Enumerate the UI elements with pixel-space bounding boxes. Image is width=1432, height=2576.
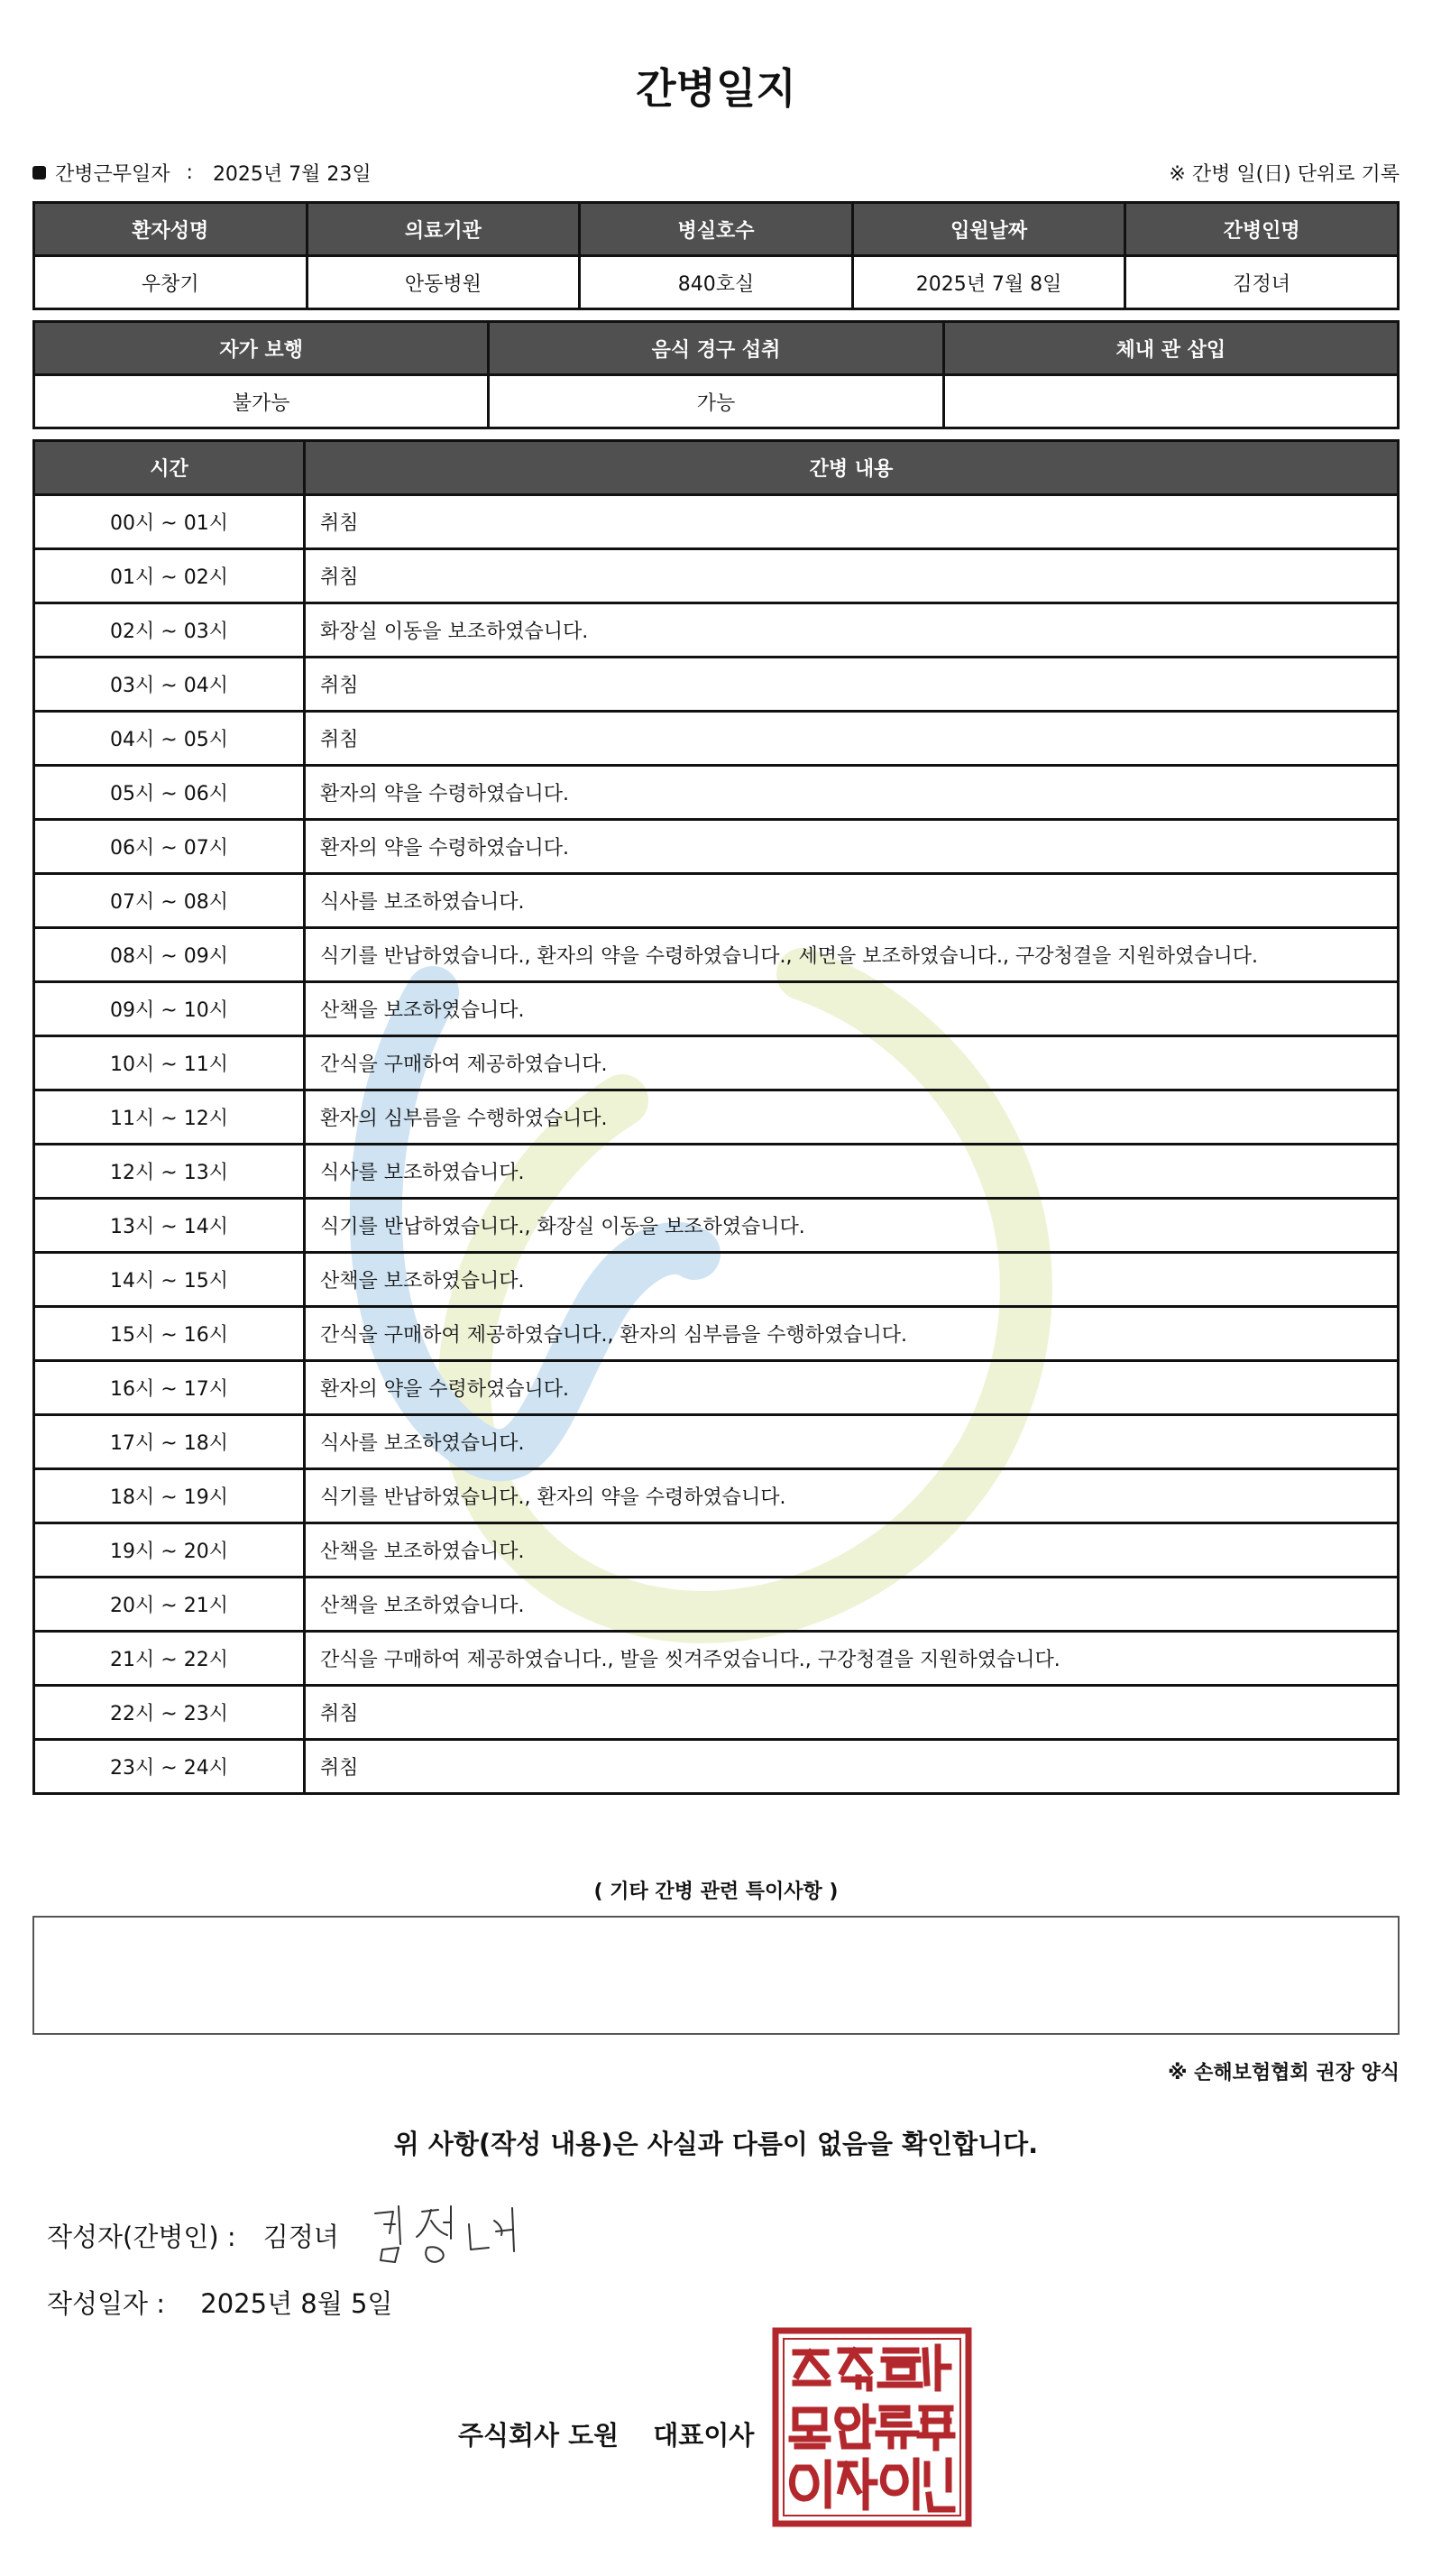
care-log-row xyxy=(34,1469,1399,1523)
log-time: 16시 ~ 17시 xyxy=(34,1361,305,1415)
patient-info-value-row xyxy=(34,256,1399,309)
document-title: 간병일지 xyxy=(636,64,796,113)
log-content: 환자의 심부름을 수행하였습니다. xyxy=(305,1090,1399,1145)
care-log-row xyxy=(34,1145,1399,1199)
log-time: 09시 ~ 10시 xyxy=(34,982,305,1036)
care-log-row xyxy=(34,766,1399,820)
care-log-row xyxy=(34,982,1399,1036)
header-self-walking: 자가 보행 xyxy=(34,322,489,375)
log-content: 산책을 보조하였습니다. xyxy=(305,1253,1399,1307)
log-time: 01시 ~ 02시 xyxy=(34,549,305,603)
header-time: 시간 xyxy=(34,441,305,495)
header-admission-date: 입원날짜 xyxy=(852,203,1125,256)
log-content: 식사를 보조하였습니다. xyxy=(305,1415,1399,1469)
header-hospital: 의료기관 xyxy=(307,203,580,256)
care-log-row xyxy=(34,1307,1399,1361)
log-time: 10시 ~ 11시 xyxy=(34,1036,305,1090)
log-content: 환자의 약을 수령하였습니다. xyxy=(305,766,1399,820)
care-log-row xyxy=(34,549,1399,603)
handwritten-signature xyxy=(368,2197,530,2269)
patient-status-header-row xyxy=(34,322,1399,375)
confirmation-statement: 위 사항(작성 내용)은 사실과 다름이 없음을 확인합니다. xyxy=(393,2129,1039,2159)
log-time: 03시 ~ 04시 xyxy=(34,658,305,712)
care-log-row xyxy=(34,874,1399,928)
log-content: 식사를 보조하였습니다. xyxy=(305,874,1399,928)
special-notes-label: ( 기타 간병 관련 특이사항 ) xyxy=(593,1881,839,1903)
log-time: 12시 ~ 13시 xyxy=(34,1145,305,1199)
self-walking-value: 불가능 xyxy=(34,375,489,428)
source-note: ※ 손해보험협회 권장 양식 xyxy=(1168,2062,1400,2084)
log-content: 간식을 구매하여 제공하였습니다., 환자의 심부름을 수행하였습니다. xyxy=(305,1307,1399,1361)
written-date-value: 2025년 8월 5일 xyxy=(200,2288,393,2319)
patient-status-value-row xyxy=(34,375,1399,428)
header-tube-insertion: 체내 관 삽입 xyxy=(943,322,1398,375)
log-content: 간식을 구매하여 제공하였습니다. xyxy=(305,1036,1399,1090)
hospital-name: 안동병원 xyxy=(307,256,580,309)
work-date-colon: : xyxy=(186,161,193,184)
care-log-row xyxy=(34,712,1399,766)
log-content: 산책을 보조하였습니다. xyxy=(305,1578,1399,1632)
log-content: 취침 xyxy=(305,1740,1399,1794)
patient-info-table xyxy=(32,201,1400,310)
care-log-row xyxy=(34,1686,1399,1740)
log-content: 산책을 보조하였습니다. xyxy=(305,1523,1399,1578)
log-time: 19시 ~ 20시 xyxy=(34,1523,305,1578)
company-seal xyxy=(772,2327,972,2527)
room-number: 840호실 xyxy=(580,256,853,309)
work-date-value: 2025년 7월 23일 xyxy=(212,163,372,186)
care-log-table xyxy=(32,439,1400,1795)
writer-label: 작성자(간병인) : xyxy=(47,2222,236,2252)
log-time: 02시 ~ 03시 xyxy=(34,603,305,658)
care-log-row xyxy=(34,603,1399,658)
log-content: 화장실 이동을 보조하였습니다. xyxy=(305,603,1399,658)
care-log-row xyxy=(34,495,1399,549)
company-line xyxy=(458,2415,754,2452)
log-content: 산책을 보조하였습니다. xyxy=(305,982,1399,1036)
log-time: 00시 ~ 01시 xyxy=(34,495,305,549)
log-time: 05시 ~ 06시 xyxy=(34,766,305,820)
work-date xyxy=(32,159,372,187)
patient-name: 우창기 xyxy=(34,256,308,309)
care-log-row xyxy=(34,1578,1399,1632)
written-date-line xyxy=(47,2284,392,2321)
header-caregiver: 간병인명 xyxy=(1125,203,1399,256)
log-content: 식기를 반납하였습니다., 화장실 이동을 보조하였습니다. xyxy=(305,1199,1399,1253)
care-log-row xyxy=(34,1199,1399,1253)
log-content: 취침 xyxy=(305,549,1399,603)
writer-name: 김정녀 xyxy=(262,2222,339,2252)
header-oral-intake: 음식 경구 섭취 xyxy=(489,322,943,375)
oral-intake-value: 가능 xyxy=(489,375,943,428)
work-date-label: 간병근무일자 xyxy=(55,163,170,186)
care-log-row xyxy=(34,1632,1399,1686)
log-time: 08시 ~ 09시 xyxy=(34,928,305,982)
header-care-content: 간병 내용 xyxy=(305,441,1399,495)
log-time: 22시 ~ 23시 xyxy=(34,1686,305,1740)
writer-line xyxy=(47,2217,339,2254)
care-log-row xyxy=(34,1253,1399,1307)
written-date-label: 작성일자 : xyxy=(47,2288,166,2319)
tube-insertion-value xyxy=(943,375,1398,428)
care-log-row xyxy=(34,820,1399,874)
log-time: 17시 ~ 18시 xyxy=(34,1415,305,1469)
log-content: 취침 xyxy=(305,495,1399,549)
admission-date: 2025년 7월 8일 xyxy=(852,256,1125,309)
log-time: 13시 ~ 14시 xyxy=(34,1199,305,1253)
log-content: 환자의 약을 수령하였습니다. xyxy=(305,820,1399,874)
log-time: 15시 ~ 16시 xyxy=(34,1307,305,1361)
special-notes-box xyxy=(32,1916,1400,2035)
log-time: 11시 ~ 12시 xyxy=(34,1090,305,1145)
log-content: 식사를 보조하였습니다. xyxy=(305,1145,1399,1199)
log-content: 취침 xyxy=(305,712,1399,766)
care-log-row xyxy=(34,1415,1399,1469)
log-time: 21시 ~ 22시 xyxy=(34,1632,305,1686)
log-time: 18시 ~ 19시 xyxy=(34,1469,305,1523)
log-content: 식기를 반납하였습니다., 환자의 약을 수령하였습니다., 세면을 보조하였습니다., 구강청결을 지원하였습니다. xyxy=(305,928,1399,982)
bullet-square-icon xyxy=(32,166,46,179)
log-content: 간식을 구매하여 제공하였습니다., 발을 씻겨주었습니다., 구강청결을 지원하였습니다. xyxy=(305,1632,1399,1686)
header-patient-name: 환자성명 xyxy=(34,203,308,256)
caregiver-name: 김정녀 xyxy=(1125,256,1399,309)
care-log-row xyxy=(34,1090,1399,1145)
log-content: 취침 xyxy=(305,658,1399,712)
log-time: 20시 ~ 21시 xyxy=(34,1578,305,1632)
log-time: 23시 ~ 24시 xyxy=(34,1740,305,1794)
care-log-row xyxy=(34,928,1399,982)
record-unit-note: ※ 간병 일(日) 단위로 기록 xyxy=(1169,163,1400,186)
log-time: 06시 ~ 07시 xyxy=(34,820,305,874)
care-log-header-row xyxy=(34,441,1399,495)
log-content: 취침 xyxy=(305,1686,1399,1740)
care-log-row xyxy=(34,1361,1399,1415)
company-name: 주식회사 도원 xyxy=(458,2420,620,2451)
log-content: 환자의 약을 수령하였습니다. xyxy=(305,1361,1399,1415)
care-log-row xyxy=(34,1036,1399,1090)
log-time: 14시 ~ 15시 xyxy=(34,1253,305,1307)
log-time: 04시 ~ 05시 xyxy=(34,712,305,766)
log-content: 식기를 반납하였습니다., 환자의 약을 수령하였습니다. xyxy=(305,1469,1399,1523)
care-log-row xyxy=(34,1740,1399,1794)
care-log-row xyxy=(34,658,1399,712)
patient-info-header-row xyxy=(34,203,1399,256)
log-time: 07시 ~ 08시 xyxy=(34,874,305,928)
care-log-row xyxy=(34,1523,1399,1578)
ceo-title: 대표이사 xyxy=(653,2420,755,2451)
header-room: 병실호수 xyxy=(580,203,853,256)
patient-status-table xyxy=(32,320,1400,429)
